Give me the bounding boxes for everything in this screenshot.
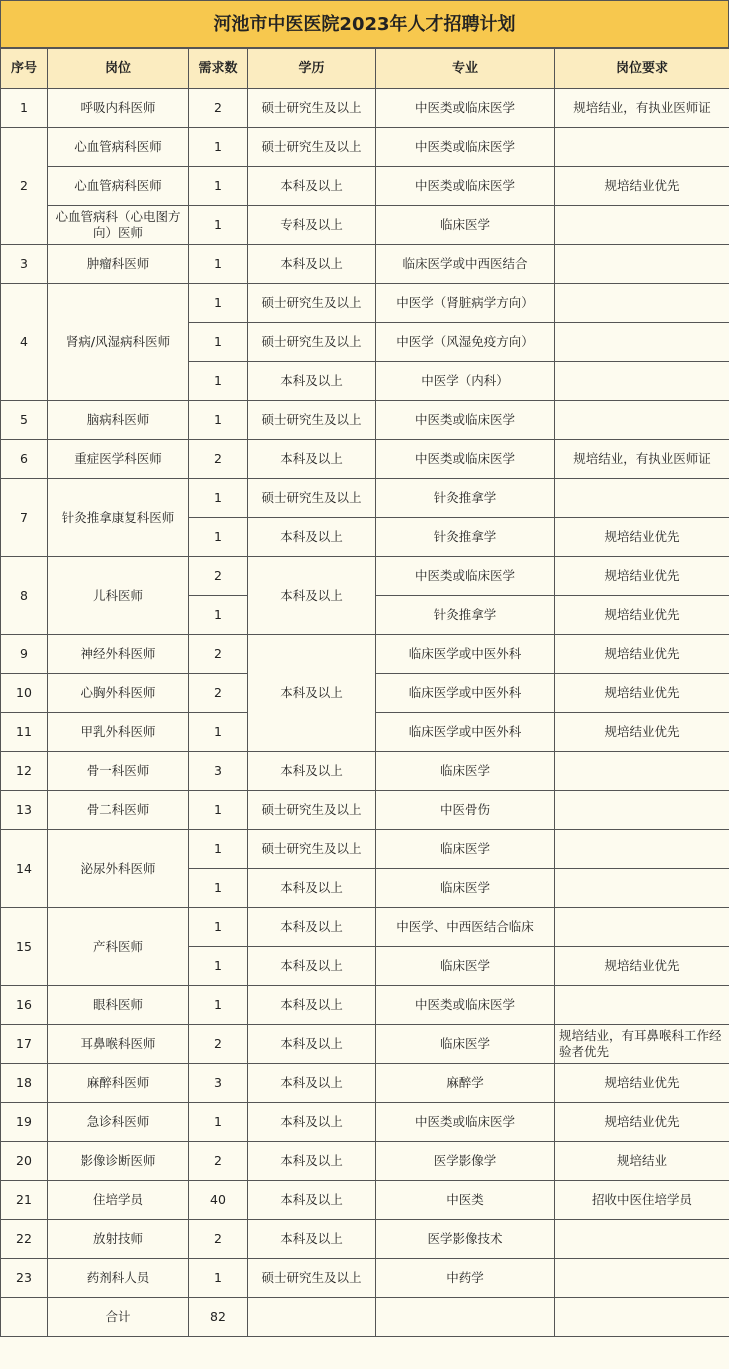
row-count: 1 [189, 986, 248, 1025]
total-row [1, 1298, 729, 1337]
row-major: 临床医学或中医外科 [376, 674, 555, 713]
row-no: 15 [1, 908, 48, 986]
row-count: 1 [189, 128, 248, 167]
row-major: 中医学（肾脏病学方向） [376, 284, 555, 323]
row-post: 心血管病科医师 [48, 128, 189, 167]
row-major: 临床医学 [376, 869, 555, 908]
total-no [1, 1298, 48, 1337]
table-row [1, 167, 729, 206]
row-requirement: 规培结业优先 [555, 674, 729, 713]
row-no: 11 [1, 713, 48, 752]
table-row [1, 401, 729, 440]
row-education: 本科及以上 [248, 869, 376, 908]
row-major: 麻醉学 [376, 1064, 555, 1103]
row-major: 中医骨伤 [376, 791, 555, 830]
row-post: 放射技师 [48, 1220, 189, 1259]
row-count: 1 [189, 908, 248, 947]
row-education: 硕士研究生及以上 [248, 128, 376, 167]
row-count: 1 [189, 479, 248, 518]
row-education: 本科及以上 [248, 635, 376, 752]
row-education: 硕士研究生及以上 [248, 284, 376, 323]
header-no: 序号 [1, 49, 48, 89]
row-requirement: 规培结业优先 [555, 518, 729, 557]
row-no: 9 [1, 635, 48, 674]
row-count: 2 [189, 557, 248, 596]
row-no: 3 [1, 245, 48, 284]
row-requirement [555, 1220, 729, 1259]
row-major: 中医类或临床医学 [376, 1103, 555, 1142]
table-header-row [1, 49, 729, 89]
row-no: 18 [1, 1064, 48, 1103]
table-row [1, 1181, 729, 1220]
row-post: 骨二科医师 [48, 791, 189, 830]
table-row [1, 557, 729, 596]
row-major: 医学影像技术 [376, 1220, 555, 1259]
row-requirement: 规培结业，有耳鼻喉科工作经验者优先 [555, 1025, 729, 1064]
table-row [1, 752, 729, 791]
total-count: 82 [189, 1298, 248, 1337]
row-no: 2 [1, 128, 48, 245]
row-education: 本科及以上 [248, 1181, 376, 1220]
row-post: 神经外科医师 [48, 635, 189, 674]
row-post: 耳鼻喉科医师 [48, 1025, 189, 1064]
row-count: 1 [189, 596, 248, 635]
row-education: 本科及以上 [248, 362, 376, 401]
row-requirement [555, 908, 729, 947]
row-post: 肿瘤科医师 [48, 245, 189, 284]
table-row [1, 245, 729, 284]
row-no: 13 [1, 791, 48, 830]
row-no: 22 [1, 1220, 48, 1259]
row-post: 影像诊断医师 [48, 1142, 189, 1181]
row-education: 本科及以上 [248, 1064, 376, 1103]
row-requirement [555, 206, 729, 245]
row-post: 眼科医师 [48, 986, 189, 1025]
row-requirement: 规培结业，有执业医师证 [555, 440, 729, 479]
row-requirement: 规培结业优先 [555, 713, 729, 752]
table-row [1, 128, 729, 167]
table-row [1, 1259, 729, 1298]
row-post: 心血管病科（心电图方向）医师 [48, 206, 189, 245]
row-major: 中药学 [376, 1259, 555, 1298]
row-no: 19 [1, 1103, 48, 1142]
row-no: 16 [1, 986, 48, 1025]
row-major: 中医学（内科） [376, 362, 555, 401]
row-no: 23 [1, 1259, 48, 1298]
row-major: 中医类 [376, 1181, 555, 1220]
row-requirement [555, 791, 729, 830]
row-requirement: 规培结业优先 [555, 1103, 729, 1142]
total-requirement [555, 1298, 729, 1337]
row-count: 2 [189, 1220, 248, 1259]
row-count: 1 [189, 830, 248, 869]
row-post: 甲乳外科医师 [48, 713, 189, 752]
row-requirement [555, 284, 729, 323]
row-count: 1 [189, 1103, 248, 1142]
row-education: 硕士研究生及以上 [248, 89, 376, 128]
row-education: 本科及以上 [248, 245, 376, 284]
row-post: 心胸外科医师 [48, 674, 189, 713]
row-major: 针灸推拿学 [376, 596, 555, 635]
table-row [1, 1103, 729, 1142]
row-requirement [555, 401, 729, 440]
row-post: 呼吸内科医师 [48, 89, 189, 128]
row-requirement: 规培结业优先 [555, 557, 729, 596]
row-post: 脑病科医师 [48, 401, 189, 440]
row-major: 中医类或临床医学 [376, 557, 555, 596]
row-education: 本科及以上 [248, 986, 376, 1025]
row-major: 中医类或临床医学 [376, 89, 555, 128]
row-count: 1 [189, 245, 248, 284]
table-row [1, 986, 729, 1025]
row-no: 8 [1, 557, 48, 635]
row-count: 1 [189, 1259, 248, 1298]
header-major: 专业 [376, 49, 555, 89]
row-major: 临床医学或中西医结合 [376, 245, 555, 284]
row-post: 肾病/风湿病科医师 [48, 284, 189, 401]
row-post: 药剂科人员 [48, 1259, 189, 1298]
row-major: 中医类或临床医学 [376, 986, 555, 1025]
row-no: 4 [1, 284, 48, 401]
row-education: 本科及以上 [248, 908, 376, 947]
row-major: 针灸推拿学 [376, 479, 555, 518]
row-requirement [555, 128, 729, 167]
row-major: 临床医学 [376, 947, 555, 986]
row-no: 1 [1, 89, 48, 128]
row-no: 7 [1, 479, 48, 557]
row-education: 硕士研究生及以上 [248, 323, 376, 362]
total-education [248, 1298, 376, 1337]
row-post: 心血管病科医师 [48, 167, 189, 206]
row-education: 本科及以上 [248, 1103, 376, 1142]
row-education: 硕士研究生及以上 [248, 479, 376, 518]
row-requirement [555, 986, 729, 1025]
row-no: 20 [1, 1142, 48, 1181]
row-education: 本科及以上 [248, 557, 376, 635]
row-major: 针灸推拿学 [376, 518, 555, 557]
recruitment-table [0, 48, 729, 1337]
row-major: 临床医学 [376, 206, 555, 245]
row-post: 重症医学科医师 [48, 440, 189, 479]
row-count: 2 [189, 635, 248, 674]
table-row [1, 440, 729, 479]
row-major: 中医学（风湿免疫方向） [376, 323, 555, 362]
row-major: 中医学、中西医结合临床 [376, 908, 555, 947]
row-count: 1 [189, 791, 248, 830]
row-no: 6 [1, 440, 48, 479]
row-major: 临床医学 [376, 1025, 555, 1064]
row-post: 泌尿外科医师 [48, 830, 189, 908]
row-post: 骨一科医师 [48, 752, 189, 791]
row-requirement: 规培结业优先 [555, 167, 729, 206]
total-label: 合计 [48, 1298, 189, 1337]
row-count: 1 [189, 947, 248, 986]
table-row [1, 1064, 729, 1103]
table-row [1, 284, 729, 323]
row-requirement [555, 1259, 729, 1298]
row-major: 医学影像学 [376, 1142, 555, 1181]
row-education: 硕士研究生及以上 [248, 401, 376, 440]
row-count: 1 [189, 713, 248, 752]
row-education: 本科及以上 [248, 440, 376, 479]
row-post: 麻醉科医师 [48, 1064, 189, 1103]
total-major [376, 1298, 555, 1337]
row-requirement: 规培结业优先 [555, 596, 729, 635]
row-count: 1 [189, 362, 248, 401]
row-no: 12 [1, 752, 48, 791]
row-count: 1 [189, 518, 248, 557]
row-count: 1 [189, 167, 248, 206]
table-row [1, 1025, 729, 1064]
row-count: 2 [189, 89, 248, 128]
table-row [1, 89, 729, 128]
row-major: 临床医学 [376, 752, 555, 791]
row-major: 临床医学或中医外科 [376, 635, 555, 674]
row-major: 临床医学或中医外科 [376, 713, 555, 752]
row-no: 10 [1, 674, 48, 713]
row-education: 本科及以上 [248, 518, 376, 557]
row-major: 临床医学 [376, 830, 555, 869]
row-post: 儿科医师 [48, 557, 189, 635]
row-requirement [555, 362, 729, 401]
row-requirement: 规培结业 [555, 1142, 729, 1181]
row-requirement: 规培结业优先 [555, 635, 729, 674]
row-major: 中医类或临床医学 [376, 128, 555, 167]
row-no: 17 [1, 1025, 48, 1064]
row-count: 2 [189, 1025, 248, 1064]
row-count: 3 [189, 1064, 248, 1103]
header-count: 需求数 [189, 49, 248, 89]
row-post: 产科医师 [48, 908, 189, 986]
table-row [1, 635, 729, 674]
row-count: 1 [189, 323, 248, 362]
row-count: 1 [189, 284, 248, 323]
row-requirement: 规培结业，有执业医师证 [555, 89, 729, 128]
row-count: 2 [189, 1142, 248, 1181]
row-requirement [555, 869, 729, 908]
row-education: 本科及以上 [248, 1220, 376, 1259]
row-requirement: 规培结业优先 [555, 1064, 729, 1103]
row-requirement [555, 752, 729, 791]
row-major: 中医类或临床医学 [376, 167, 555, 206]
page-title: 河池市中医医院2023年人才招聘计划 [0, 0, 729, 48]
row-requirement [555, 830, 729, 869]
row-education: 硕士研究生及以上 [248, 830, 376, 869]
row-count: 1 [189, 869, 248, 908]
header-requirement: 岗位要求 [555, 49, 729, 89]
row-count: 2 [189, 440, 248, 479]
table-row [1, 1220, 729, 1259]
row-post: 急诊科医师 [48, 1103, 189, 1142]
row-education: 硕士研究生及以上 [248, 1259, 376, 1298]
row-requirement: 规培结业优先 [555, 947, 729, 986]
table-row [1, 908, 729, 947]
row-no: 5 [1, 401, 48, 440]
row-major: 中医类或临床医学 [376, 401, 555, 440]
row-no: 14 [1, 830, 48, 908]
row-post: 住培学员 [48, 1181, 189, 1220]
row-education: 本科及以上 [248, 752, 376, 791]
row-count: 1 [189, 401, 248, 440]
row-post: 针灸推拿康复科医师 [48, 479, 189, 557]
row-education: 专科及以上 [248, 206, 376, 245]
row-education: 硕士研究生及以上 [248, 791, 376, 830]
row-education: 本科及以上 [248, 167, 376, 206]
row-education: 本科及以上 [248, 1142, 376, 1181]
header-post: 岗位 [48, 49, 189, 89]
row-count: 1 [189, 206, 248, 245]
table-row [1, 206, 729, 245]
row-count: 40 [189, 1181, 248, 1220]
row-education: 本科及以上 [248, 947, 376, 986]
row-count: 3 [189, 752, 248, 791]
table-row [1, 1142, 729, 1181]
row-requirement [555, 479, 729, 518]
row-count: 2 [189, 674, 248, 713]
row-requirement [555, 245, 729, 284]
row-requirement [555, 323, 729, 362]
row-education: 本科及以上 [248, 1025, 376, 1064]
table-row [1, 830, 729, 869]
row-requirement: 招收中医住培学员 [555, 1181, 729, 1220]
header-education: 学历 [248, 49, 376, 89]
row-no: 21 [1, 1181, 48, 1220]
table-row [1, 479, 729, 518]
table-row [1, 791, 729, 830]
row-major: 中医类或临床医学 [376, 440, 555, 479]
